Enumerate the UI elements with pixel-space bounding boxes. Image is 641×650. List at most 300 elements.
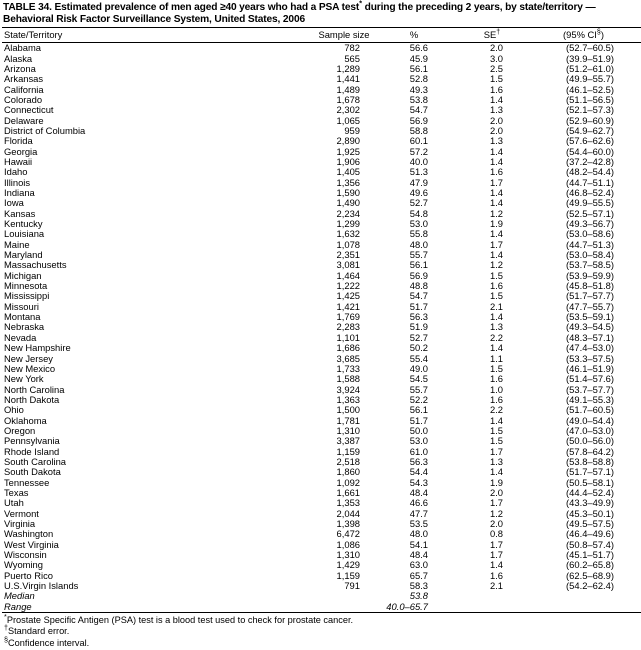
cell-state: New York xyxy=(4,374,44,385)
table-row xyxy=(2,95,641,105)
cell-se: 1.4 xyxy=(489,312,503,323)
cell-se: 1.4 xyxy=(489,250,503,261)
cell-ci: (39.9–51.9) xyxy=(566,53,614,64)
cell-se: 1.6 xyxy=(489,84,503,95)
cell-pct: 56.6 xyxy=(409,42,428,54)
cell-ci: (48.3–57.1) xyxy=(566,332,614,343)
cell-pct: 55.4 xyxy=(409,353,428,364)
cell-n: 3,081 xyxy=(336,260,360,271)
cell-ci: (53.7–58.5) xyxy=(566,260,614,271)
cell-se: 1.3 xyxy=(489,136,503,147)
summary-ci-blank xyxy=(538,602,641,612)
table-row xyxy=(2,457,641,467)
cell-ci: (53.5–59.1) xyxy=(566,312,614,323)
cell-pct: 52.7 xyxy=(409,332,428,343)
cell-ci: (54.4–60.0) xyxy=(566,146,614,157)
cell-se: 1.6 xyxy=(489,570,503,581)
cell-se: 1.9 xyxy=(489,477,503,488)
cell-se: 1.5 xyxy=(489,363,503,374)
table-row xyxy=(2,312,641,322)
cell-state: Rhode Island xyxy=(4,446,60,457)
table-row xyxy=(2,281,641,291)
cell-se: 1.6 xyxy=(489,281,503,292)
cell-pct: 61.0 xyxy=(409,446,428,457)
table-row xyxy=(2,529,641,539)
cell-n: 1,065 xyxy=(336,115,360,126)
table-row xyxy=(2,395,641,405)
cell-se: 1.6 xyxy=(489,167,503,178)
cell-state: Connecticut xyxy=(4,105,54,116)
cell-ci: (46.1–51.9) xyxy=(566,363,614,374)
cell-se: 1.4 xyxy=(489,94,503,105)
cell-pct: 45.9 xyxy=(409,53,428,64)
cell-n: 1,678 xyxy=(336,94,360,105)
prevalence-table xyxy=(2,27,641,612)
table-row xyxy=(2,447,641,457)
cell-se: 1.4 xyxy=(489,198,503,209)
cell-n: 1,425 xyxy=(336,291,360,302)
cell-state: Mississippi xyxy=(4,291,50,302)
cell-se: 1.4 xyxy=(489,415,503,426)
cell-pct: 52.2 xyxy=(409,394,428,405)
cell-ci: (46.1–52.5) xyxy=(566,84,614,95)
cell-state: Pennsylvania xyxy=(4,436,60,447)
cell-state: Alabama xyxy=(4,42,42,54)
cell-ci: (53.7–57.7) xyxy=(566,384,614,395)
cell-state: Delaware xyxy=(4,115,44,126)
cell-state: North Dakota xyxy=(4,394,60,405)
cell-n: 1,353 xyxy=(336,498,360,509)
table-row xyxy=(2,229,641,239)
title-footnote-marker: * xyxy=(359,0,362,8)
cell-state: Idaho xyxy=(4,167,28,178)
cell-ci: (51.2–61.0) xyxy=(566,63,614,74)
cell-n: 1,733 xyxy=(336,363,360,374)
cell-pct: 65.7 xyxy=(409,570,428,581)
median-value: 53.8 xyxy=(409,591,428,602)
cell-ci: (54.2–62.4) xyxy=(566,581,614,592)
cell-n: 565 xyxy=(344,53,360,64)
cell-n: 1,489 xyxy=(336,84,360,95)
cell-state: New Jersey xyxy=(4,353,53,364)
cell-se: 1.7 xyxy=(489,239,503,250)
table-row xyxy=(2,188,641,198)
cell-n: 2,890 xyxy=(336,136,360,147)
cell-n: 1,356 xyxy=(336,177,360,188)
table-row xyxy=(2,478,641,488)
cell-n: 2,044 xyxy=(336,508,360,519)
cell-pct: 54.4 xyxy=(409,467,428,478)
cell-se: 2.1 xyxy=(489,301,503,312)
cell-se: 1.4 xyxy=(489,343,503,354)
footnote-marker: § xyxy=(4,634,8,644)
cell-n: 1,159 xyxy=(336,446,360,457)
footnote-text: Standard error. xyxy=(8,626,70,637)
cell-state: North Carolina xyxy=(4,384,65,395)
cell-se: 1.5 xyxy=(489,425,503,436)
cell-pct: 55.7 xyxy=(409,384,428,395)
cell-n: 1,310 xyxy=(336,425,360,436)
cell-pct: 55.8 xyxy=(409,229,428,240)
cell-n: 6,472 xyxy=(336,529,360,540)
cell-pct: 56.9 xyxy=(409,115,428,126)
cell-ci: (44.7–51.3) xyxy=(566,239,614,250)
cell-se: 1.2 xyxy=(489,260,503,271)
header-row xyxy=(2,28,641,43)
cell-se: 2.2 xyxy=(489,332,503,343)
cell-ci: (47.0–53.0) xyxy=(566,425,614,436)
cell-ci: (51.7–57.7) xyxy=(566,291,614,302)
cell-state: Virginia xyxy=(4,519,36,529)
cell-n: 1,086 xyxy=(336,539,360,550)
cell-ci: (47.7–55.7) xyxy=(566,301,614,312)
ci-footnote-marker: § xyxy=(596,29,601,37)
cell-n: 3,387 xyxy=(336,436,360,447)
cell-n: 1,405 xyxy=(336,167,360,178)
cell-ci: (49.9–55.5) xyxy=(566,198,614,209)
cell-ci: (51.1–56.5) xyxy=(566,94,614,105)
cell-state: Louisiana xyxy=(4,229,45,240)
title-line-1: TABLE 34. Estimated prevalence of men aged ≥40 years who had a PSA test* during the preceding 2 years, by state/territory — xyxy=(3,0,596,13)
table-row xyxy=(2,219,641,229)
cell-se: 2.0 xyxy=(489,519,503,529)
cell-n: 1,310 xyxy=(336,550,360,561)
cell-state: West Virginia xyxy=(4,539,59,550)
cell-n: 1,686 xyxy=(336,343,360,354)
table-row xyxy=(2,436,641,446)
cell-state: Kentucky xyxy=(4,219,43,230)
table-header xyxy=(2,28,641,43)
table-row xyxy=(2,374,641,384)
range-label: Range xyxy=(4,601,32,612)
cell-state: Missouri xyxy=(4,301,39,312)
summary-row xyxy=(2,602,641,612)
cell-ci: (49.9–55.7) xyxy=(566,74,614,85)
cell-pct: 50.0 xyxy=(409,425,428,436)
table-row xyxy=(2,333,641,343)
footnotes xyxy=(2,613,639,649)
cell-state: Nebraska xyxy=(4,322,45,333)
cell-ci: (50.0–56.0) xyxy=(566,436,614,447)
table-row xyxy=(2,126,641,136)
cell-ci: (45.3–50.1) xyxy=(566,508,614,519)
cell-pct: 48.8 xyxy=(409,281,428,292)
cell-se: 2.0 xyxy=(489,42,503,54)
cell-state: Alaska xyxy=(4,53,33,64)
cell-ci: (60.2–65.8) xyxy=(566,560,614,571)
cell-state: Wisconsin xyxy=(4,550,47,561)
cell-state: South Carolina xyxy=(4,456,67,467)
cell-state: District of Columbia xyxy=(4,125,86,136)
cell-pct: 56.1 xyxy=(409,405,428,416)
cell-pct: 51.7 xyxy=(409,415,428,426)
column-header-se: SE† xyxy=(458,28,538,43)
cell-state: Georgia xyxy=(4,146,38,157)
cell-pct: 51.3 xyxy=(409,167,428,178)
cell-n: 1,490 xyxy=(336,198,360,209)
footnote xyxy=(4,623,639,637)
cell-state: Montana xyxy=(4,312,41,323)
cell-pct: 49.6 xyxy=(409,188,428,198)
cell-se: 1.4 xyxy=(489,146,503,157)
cell-ci: (52.1–57.3) xyxy=(566,105,614,116)
table-row xyxy=(2,85,641,95)
cell-ci: (43.3–49.9) xyxy=(566,498,614,509)
cell-pct: 48.4 xyxy=(409,550,428,561)
cell-ci: (52.7–60.5) xyxy=(566,42,614,54)
cell-ci: (50.8–57.4) xyxy=(566,539,614,550)
column-header-sample-size: Sample size xyxy=(312,28,380,43)
cell-pct: 53.0 xyxy=(409,219,428,230)
cell-ci: (57.8–64.2) xyxy=(566,446,614,457)
cell-ci: (54.9–62.7) xyxy=(566,125,614,136)
cell-n: 1,398 xyxy=(336,519,360,529)
column-header-percent: % xyxy=(380,28,458,43)
cell-ci: (53.0–58.6) xyxy=(566,229,614,240)
cell-ci: (37.2–42.8) xyxy=(566,156,614,167)
cell-state: South Dakota xyxy=(4,467,61,478)
cell-se: 1.5 xyxy=(489,291,503,302)
summary-row xyxy=(2,591,641,601)
table-row xyxy=(2,322,641,332)
cell-state: Puerto Rico xyxy=(4,570,53,581)
cell-state: Oregon xyxy=(4,425,36,436)
cell-pct: 54.5 xyxy=(409,374,428,385)
cell-ci: (46.8–52.4) xyxy=(566,188,614,198)
table-row xyxy=(2,74,641,84)
cell-se: 1.4 xyxy=(489,467,503,478)
table-row xyxy=(2,250,641,260)
cell-pct: 49.0 xyxy=(409,363,428,374)
cell-se: 1.2 xyxy=(489,508,503,519)
cell-pct: 52.8 xyxy=(409,74,428,85)
cell-state: Maine xyxy=(4,239,30,250)
cell-state: Tennessee xyxy=(4,477,50,488)
cell-state: California xyxy=(4,84,44,95)
table-row xyxy=(2,385,641,395)
cell-ci: (52.5–57.1) xyxy=(566,208,614,219)
table-row xyxy=(2,209,641,219)
cell-se: 1.4 xyxy=(489,229,503,240)
cell-se: 1.6 xyxy=(489,374,503,385)
cell-n: 2,234 xyxy=(336,208,360,219)
summary-se-blank xyxy=(458,591,538,601)
cell-ci: (45.8–51.8) xyxy=(566,281,614,292)
cell-n: 3,924 xyxy=(336,384,360,395)
footnote-marker: † xyxy=(4,623,8,633)
cell-pct: 54.1 xyxy=(409,539,428,550)
cell-pct: 40.0 xyxy=(409,156,428,167)
cell-state: Michigan xyxy=(4,270,42,281)
cell-ci: (51.7–57.1) xyxy=(566,467,614,478)
table-row xyxy=(2,488,641,498)
cell-pct: 54.7 xyxy=(409,291,428,302)
cell-ci: (49.3–56.7) xyxy=(566,219,614,230)
cell-pct: 54.8 xyxy=(409,208,428,219)
cell-se: 1.4 xyxy=(489,560,503,571)
cell-n: 2,351 xyxy=(336,250,360,261)
footnote xyxy=(4,634,639,649)
cell-n: 1,092 xyxy=(336,477,360,488)
table-row xyxy=(2,178,641,188)
table-body xyxy=(2,43,641,612)
cell-n: 1,222 xyxy=(336,281,360,292)
table-row xyxy=(2,416,641,426)
cell-ci: (53.0–58.4) xyxy=(566,250,614,261)
cell-state: Utah xyxy=(4,498,24,509)
cell-n: 1,299 xyxy=(336,219,360,230)
cell-se: 1.5 xyxy=(489,270,503,281)
cell-pct: 47.7 xyxy=(409,508,428,519)
cell-se: 1.3 xyxy=(489,322,503,333)
cell-pct: 56.1 xyxy=(409,260,428,271)
cell-se: 0.8 xyxy=(489,529,503,540)
cell-se: 2.1 xyxy=(489,581,503,592)
cell-n: 1,363 xyxy=(336,394,360,405)
cell-state: Washington xyxy=(4,529,54,540)
table-row xyxy=(2,105,641,115)
cell-ci: (51.7–60.5) xyxy=(566,405,614,416)
summary-sample-size-blank xyxy=(312,602,380,612)
cell-state: New Mexico xyxy=(4,363,56,374)
cell-pct: 56.3 xyxy=(409,456,428,467)
table-row xyxy=(2,157,641,167)
table-row xyxy=(2,540,641,550)
table-row xyxy=(2,136,641,146)
table-row xyxy=(2,498,641,508)
cell-state: Arizona xyxy=(4,63,36,74)
cell-se: 1.4 xyxy=(489,156,503,167)
cell-se: 1.7 xyxy=(489,446,503,457)
cell-pct: 53.8 xyxy=(409,94,428,105)
cell-se: 1.7 xyxy=(489,550,503,561)
footnote-text: Prostate Specific Antigen (PSA) test is a blood test used to check for prostate cancer. xyxy=(6,615,354,626)
cell-n: 959 xyxy=(344,125,360,136)
cell-pct: 51.7 xyxy=(409,301,428,312)
cell-n: 1,588 xyxy=(336,374,360,385)
cell-n: 782 xyxy=(344,42,360,54)
cell-state: Vermont xyxy=(4,508,39,519)
cell-state: Florida xyxy=(4,136,33,147)
cell-state: Indiana xyxy=(4,188,35,198)
table-row xyxy=(2,581,641,591)
cell-se: 1.6 xyxy=(489,394,503,405)
cell-pct: 54.3 xyxy=(409,477,428,488)
cell-ci: (49.5–57.5) xyxy=(566,519,614,529)
se-footnote-marker: † xyxy=(496,29,501,37)
table-row xyxy=(2,260,641,270)
cell-pct: 48.0 xyxy=(409,529,428,540)
column-header-state: State/Territory xyxy=(2,28,312,43)
cell-n: 1,925 xyxy=(336,146,360,157)
cell-se: 1.3 xyxy=(489,456,503,467)
cell-ci: (45.1–51.7) xyxy=(566,550,614,561)
cell-state: Ohio xyxy=(4,405,24,416)
footnote-text: Confidence interval. xyxy=(8,637,90,648)
cell-ci: (44.7–51.1) xyxy=(566,177,614,188)
cell-n: 1,101 xyxy=(336,332,360,343)
table-row xyxy=(2,116,641,126)
cell-state: Minnesota xyxy=(4,281,48,292)
cell-se: 1.7 xyxy=(489,498,503,509)
table-row xyxy=(2,467,641,477)
cell-se: 1.3 xyxy=(489,105,503,116)
cell-se: 1.9 xyxy=(489,219,503,230)
cell-state: Arkansas xyxy=(4,74,44,85)
table-row xyxy=(2,405,641,415)
table-row xyxy=(2,364,641,374)
cell-pct: 54.7 xyxy=(409,105,428,116)
cell-pct: 58.3 xyxy=(409,581,428,592)
cell-se: 1.1 xyxy=(489,353,503,364)
cell-se: 2.0 xyxy=(489,487,503,498)
column-header-ci: (95% CI§) xyxy=(538,28,641,43)
cell-n: 1,429 xyxy=(336,560,360,571)
table-row xyxy=(2,519,641,529)
cell-pct: 50.2 xyxy=(409,343,428,354)
table-row xyxy=(2,64,641,74)
cell-n: 1,464 xyxy=(336,270,360,281)
cell-pct: 48.0 xyxy=(409,239,428,250)
cell-n: 1,421 xyxy=(336,301,360,312)
table-row xyxy=(2,291,641,301)
cell-ci: (46.4–49.6) xyxy=(566,529,614,540)
cell-se: 1.2 xyxy=(489,208,503,219)
cell-pct: 46.6 xyxy=(409,498,428,509)
cell-state: Hawaii xyxy=(4,156,33,167)
cell-se: 2.0 xyxy=(489,115,503,126)
cell-pct: 52.7 xyxy=(409,198,428,209)
cell-pct: 56.1 xyxy=(409,63,428,74)
table-row xyxy=(2,426,641,436)
cell-se: 1.4 xyxy=(489,188,503,198)
table-row xyxy=(2,354,641,364)
cell-se: 3.0 xyxy=(489,53,503,64)
cell-n: 1,289 xyxy=(336,63,360,74)
cell-pct: 57.2 xyxy=(409,146,428,157)
summary-sample-size-blank xyxy=(312,591,380,601)
footnote xyxy=(4,612,639,626)
cell-se: 1.5 xyxy=(489,74,503,85)
cell-ci: (52.9–60.9) xyxy=(566,115,614,126)
cell-ci: (49.3–54.5) xyxy=(566,322,614,333)
cell-state: New Hampshire xyxy=(4,343,71,354)
cell-n: 1,661 xyxy=(336,487,360,498)
cell-n: 1,781 xyxy=(336,415,360,426)
cell-se: 1.7 xyxy=(489,177,503,188)
table-row xyxy=(2,560,641,570)
cell-pct: 63.0 xyxy=(409,560,428,571)
table-row xyxy=(2,167,641,177)
cell-pct: 49.3 xyxy=(409,84,428,95)
cell-pct: 47.9 xyxy=(409,177,428,188)
cell-n: 3,685 xyxy=(336,353,360,364)
table-row xyxy=(2,198,641,208)
cell-n: 2,518 xyxy=(336,456,360,467)
table-row xyxy=(2,240,641,250)
cell-n: 1,078 xyxy=(336,239,360,250)
cell-se: 1.5 xyxy=(489,436,503,447)
summary-ci-blank xyxy=(538,591,641,601)
cell-ci: (49.1–55.3) xyxy=(566,394,614,405)
cell-ci: (57.6–62.6) xyxy=(566,136,614,147)
table-row xyxy=(2,302,641,312)
cell-state: U.S.Virgin Islands xyxy=(4,581,79,592)
cell-pct: 60.1 xyxy=(409,136,428,147)
table-row xyxy=(2,571,641,581)
cell-ci: (53.3–57.5) xyxy=(566,353,614,364)
cell-n: 2,283 xyxy=(336,322,360,333)
